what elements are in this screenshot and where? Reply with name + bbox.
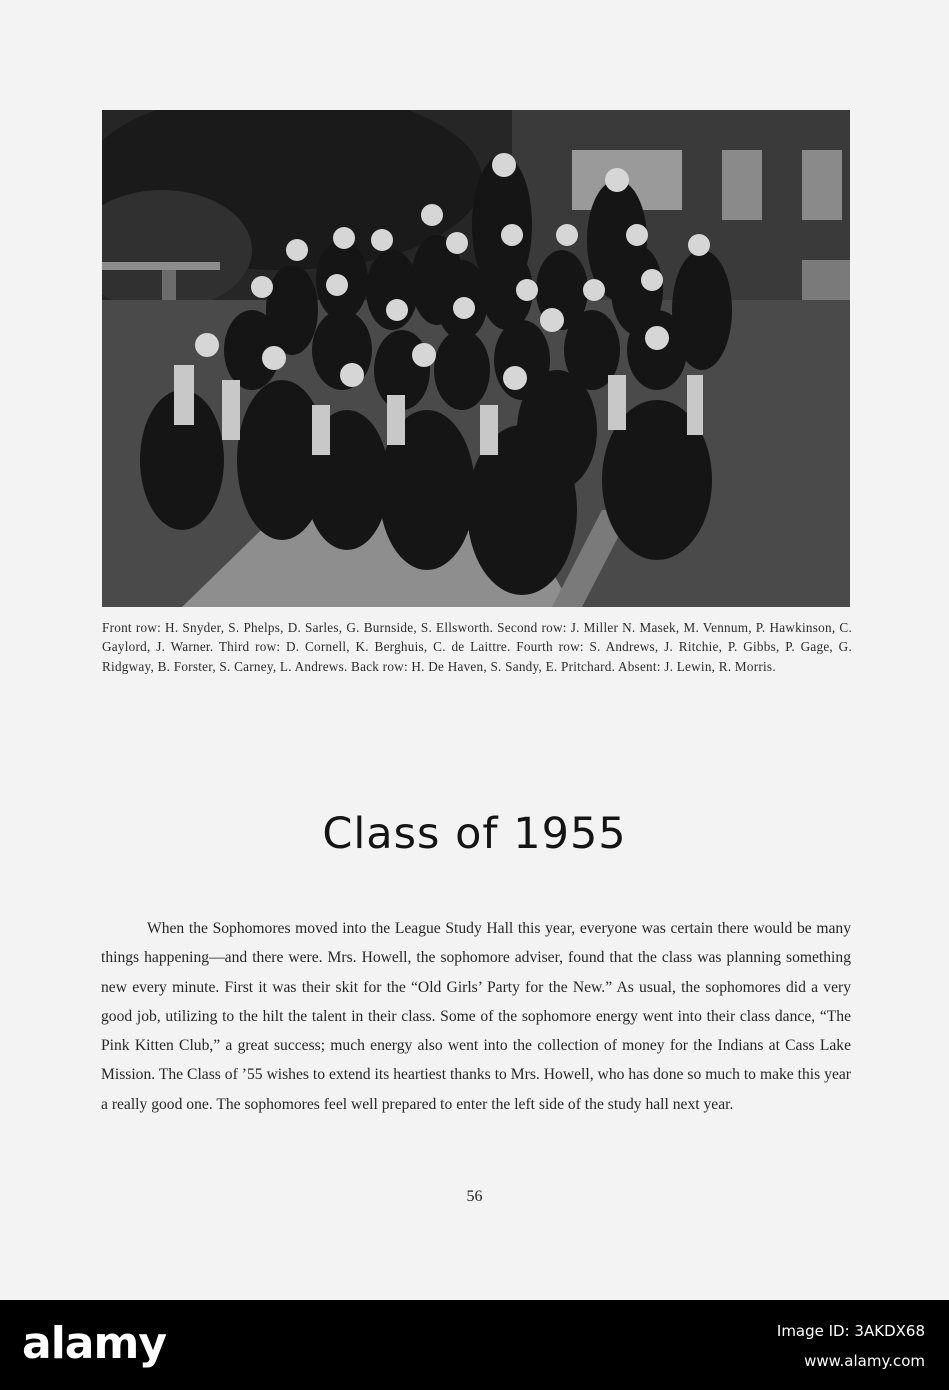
photo-illustration: [102, 110, 850, 607]
class-description-paragraph: When the Sophomores moved into the League Study Hall this year, everyone was certain there would be many things happening—and there were. Mrs. Howell, the sophomore adviser, found that the class was planning something new every minute. First it was their skit for the “Old Girls’ Party for the New.” As usual, the sophomores did a very good job, utilizing to the hilt the talent in their class. Some of the sophomore energy went into their class dance, “The Pink Kitten Club,” a great success; much energy also went into the collection of money for the Indians at Cass Lake Mission. The Class of ’55 wishes to extend its heartiest thanks to Mrs. Howell, who has done so much to make this year a really good one. The sophomores feel well prepared to enter the left side of the study hall next year.: [101, 920, 851, 1113]
watermark-footer: [0, 1300, 949, 1390]
photo-caption: Front row: H. Snyder, S. Phelps, D. Sarles, G. Burnside, S. Ellsworth. Second row: J. Miller N. Masek, M. Vennum, P. Hawkinson, C. Gaylord, J. Warner. Third row: D. Cornell, K. Berghuis, C. de Laittre. Fourth row: S. Andrews, J. Ritchie, P. Gibbs, P. Gage, G. Ridgway, B. Forster, S. Carney, L. Andrews. Back row: H. De Haven, S. Sandy, E. Pritchard. Absent: J. Lewin, R. Morris.: [102, 620, 852, 674]
image-id-label: Image ID: 3AKDX68: [776, 1322, 925, 1340]
alamy-logo: alamy: [22, 1318, 166, 1369]
page-title: Class of 1955: [322, 808, 627, 859]
page-number: 56: [466, 1188, 483, 1205]
class-group-photograph: [102, 110, 850, 607]
site-url-link[interactable]: www.alamy.com: [804, 1352, 925, 1370]
